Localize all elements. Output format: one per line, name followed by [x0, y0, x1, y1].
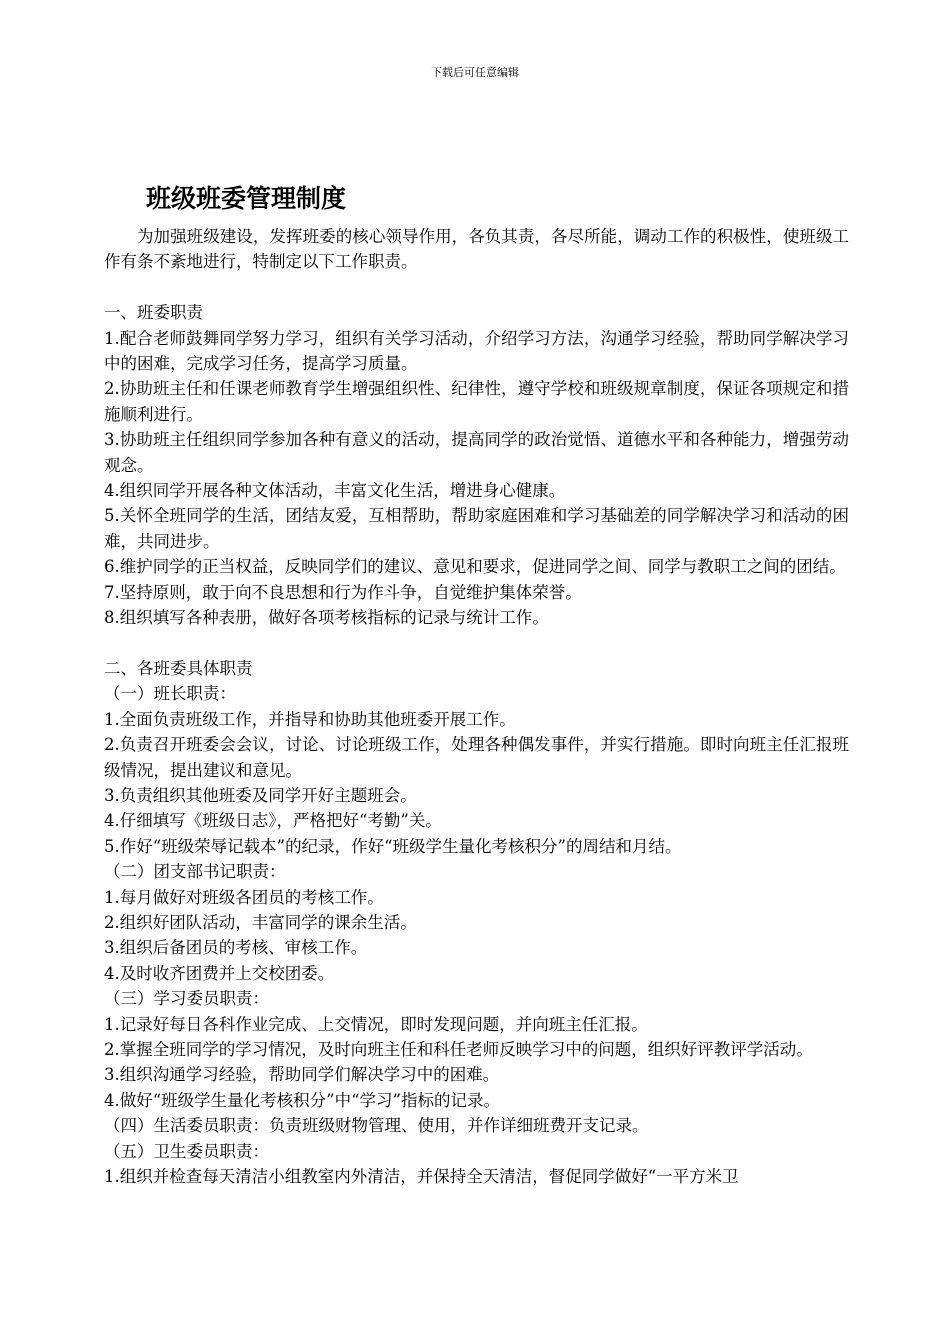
list-item: 1.记录好每日各科作业完成、上交情况，即时发现问题，并向班主任汇报。 [104, 1014, 648, 1034]
list-item: 5.作好“班级荣辱记载本”的纪录，作好“班级学生量化考核积分”的周结和月结。 [104, 836, 682, 856]
header-note: 下载后可任意编辑 [431, 66, 519, 79]
list-item: 1.每月做好对班级各团员的考核工作。 [104, 887, 384, 907]
list-item: 4.及时收齐团费并上交校团委。 [104, 963, 335, 983]
list-item: 7.坚持原则，敢于向不良思想和行为作斗争，自觉维护集体荣誉。 [104, 582, 582, 602]
list-item: 2.掌握全班同学的学习情况，及时向班主任和科任老师反映学习中的问题，组织好评教评学活动。 [104, 1039, 813, 1059]
list-item: 3.组织沟通学习经验，帮助同学们解决学习中的困难。 [104, 1065, 500, 1085]
list-item: 1.配合老师鼓舞同学努力学习，组织有关学习活动，介绍学习方法，沟通学习经验，帮助同学解决学习中的困难，完成学习任务，提高学习质量。 [104, 328, 849, 374]
intro-paragraph: 为加强班级建设，发挥班委的核心领导作用，各负其责，各尽所能，调动工作的积极性，使班级工作有条不紊地进行，特制定以下工作职责。 [104, 227, 849, 272]
subsection-heading: （五）卫生委员职责： [104, 1141, 269, 1161]
list-item: 4.仔细填写《班级日志》，严格把好“考勤”关。 [104, 811, 442, 831]
list-item: 4.做好“班级学生量化考核积分”中“学习”指标的记录。 [104, 1090, 500, 1110]
subsection-heading: （四）生活委员职责：负责班级财物管理、使用，并作详细班费开支记录。 [104, 1116, 649, 1136]
list-item: 2.组织好团队活动，丰富同学的课余生活。 [104, 912, 417, 932]
list-item: 8.组织填写各种表册，做好各项考核指标的记录与统计工作。 [104, 608, 549, 628]
subsection-heading: （一）班长职责： [104, 684, 236, 704]
list-item: 3.协助班主任组织同学参加各种有意义的活动，提高同学的政治觉悟、道德水平和各种能力，增强劳动观念。 [104, 430, 849, 475]
blank-line [104, 630, 849, 655]
list-item: 3.负责组织其他班委及同学开好主题班会。 [104, 785, 417, 805]
list-item: 6.维护同学的正当权益，反映同学们的建议、意见和要求，促进同学之间、同学与教职工之间的团结。 [104, 557, 846, 577]
list-item: 3.组织后备团员的考核、审核工作。 [104, 938, 368, 958]
blank-line [104, 275, 849, 300]
list-item: 1.组织并检查每天清洁小组教室内外清洁，并保持全天清洁，督促同学做好“一平方米卫 [104, 1167, 739, 1186]
list-item: 5.关怀全班同学的生活，团结友爱，互相帮助，帮助家庭困难和学习基础差的同学解决学习和活动的困难，共同进步。 [104, 506, 849, 551]
list-item: 1.全面负责班级工作，并指导和协助其他班委开展工作。 [104, 709, 516, 729]
list-item: 2.负责召开班委会会议，讨论、讨论班级工作，处理各种偶发事件，并实行措施。即时向班主任汇报班级情况，提出建议和意见。 [104, 735, 849, 780]
list-item: 2.协助班主任和任课老师教育学生增强组织性、纪律性，遵守学校和班级规章制度，保证各项规定和措施顺利进行。 [104, 379, 849, 424]
document-title: 班级班委管理制度 [146, 184, 347, 213]
subsection-heading: （二）团支部书记职责： [104, 862, 286, 882]
section-heading: 一、班委职责 [104, 303, 203, 323]
section-heading: 二、各班委具体职责 [104, 658, 253, 678]
list-item: 4.组织同学开展各种文体活动，丰富文化生活，增进身心健康。 [104, 481, 566, 501]
subsection-heading: （三）学习委员职责： [104, 989, 269, 1009]
document-body [104, 224, 849, 1189]
